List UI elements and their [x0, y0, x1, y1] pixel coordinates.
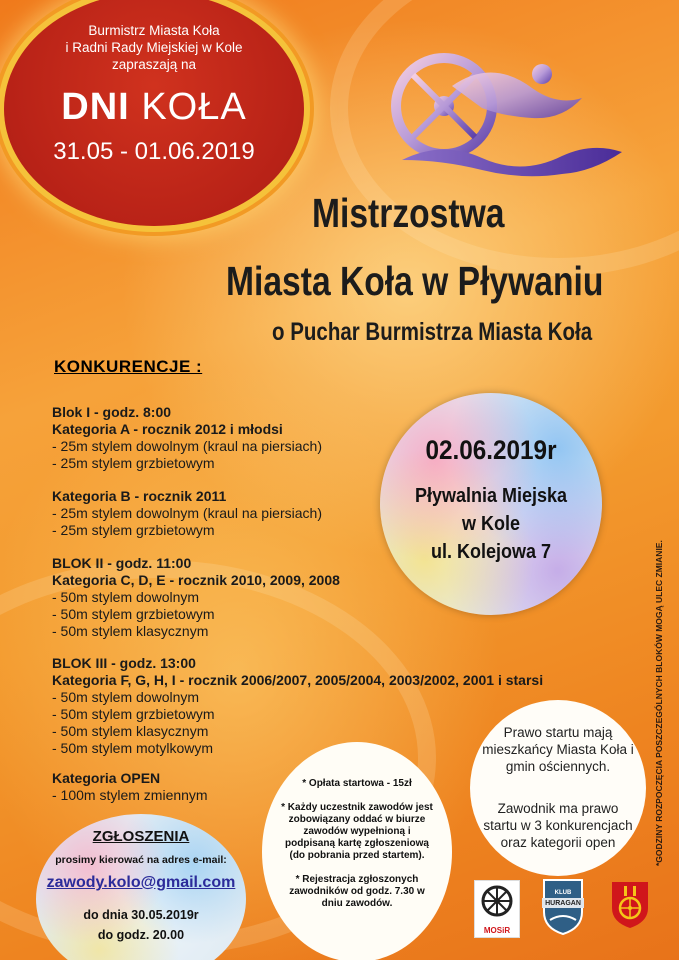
inviter-line: i Radni Rady Miejskiej w Kole [65, 40, 243, 55]
block-line: - 100m stylem zmiennym [52, 787, 208, 803]
block-line: Kategoria B - rocznik 2011 [52, 488, 227, 504]
registration-title: ZGŁOSZENIA [92, 828, 190, 845]
block-line: - 25m stylem dowolnym (kraul na piersiach) [52, 505, 322, 521]
mosir-label: MOSiR [483, 926, 511, 935]
mosir-wheel-icon [475, 881, 519, 921]
block-line: - 25m stylem grzbietowym [52, 522, 215, 538]
city-crest-icon [610, 880, 650, 930]
section-heading: KONKURENCJE : [54, 357, 203, 376]
venue-badge [380, 393, 602, 615]
registration-lead: prosimy kierować na adres e-mail: [55, 854, 227, 866]
venue-city: w Kole [461, 513, 520, 535]
block-line: - 25m stylem grzbietowym [52, 455, 215, 471]
event-name-rest: KOŁA [141, 86, 247, 128]
fee-text: * Opłata startowa - 15zł [302, 778, 412, 789]
title-subtitle: o Puchar Burmistrza Miasta Koła [272, 318, 593, 346]
entry-form-text: * Każdy uczestnik zawodów jest zobowiązany oddać w biurze zawodów wypełnioną i podpisaną kartę zgłoszeniową (do pobrania przed startem). [281, 802, 433, 861]
swimmer-wheel-logo [382, 48, 632, 188]
venue-name: Pływalnia Miejska [414, 485, 568, 507]
event-name [4, 86, 304, 129]
block-line: Kategoria F, G, H, I - rocznik 2006/2007, 2005/2004, 2003/2002, 2001 i starsi [52, 672, 544, 688]
schedule-disclaimer: *GODZINY ROZPOCZĘCIA POSZCZEGÓLNYCH BLOKÓW MOGĄ ULEC ZMIANIE. [654, 540, 664, 866]
registration-deadline-date: do dnia 30.05.2019r [83, 908, 199, 922]
title-line-1: Mistrzostwa [312, 190, 505, 236]
block-line: - 50m stylem dowolnym [52, 589, 200, 605]
venue-address: ul. Kolejowa 7 [430, 541, 552, 563]
eligibility-text: Prawo startu mają mieszkańcy Miasta Koła i gmin ościennych. [482, 725, 634, 774]
block-line: - 50m stylem dowolnym [52, 689, 200, 705]
mosir-logo [474, 880, 520, 938]
inviters-text [4, 22, 304, 73]
block-line: - 50m stylem grzbietowym [52, 706, 215, 722]
block-line: BLOK III - godz. 13:00 [52, 655, 196, 671]
block-line: - 50m stylem klasycznym [52, 723, 209, 739]
block-line: Kategoria OPEN [52, 770, 161, 786]
header-badge [4, 0, 304, 226]
venue-date: 02.06.2019r [425, 435, 557, 465]
block-line: - 50m stylem motylkowym [52, 740, 214, 756]
klub-name: HURAGAN [545, 900, 581, 907]
event-name-bold: DNI [61, 86, 130, 128]
fees-note [262, 742, 452, 960]
registration-badge [36, 814, 246, 960]
registration-deadline-time: do godz. 20.00 [97, 928, 185, 942]
block-line: Kategoria C, D, E - rocznik 2010, 2009, 2008 [52, 572, 340, 588]
block-line: Kategoria A - rocznik 2012 i młodsi [52, 421, 283, 437]
block-line: - 50m stylem klasycznym [52, 623, 209, 639]
block-line: Blok I - godz. 8:00 [52, 404, 172, 420]
registration-time-text: * Rejestracja zgłoszonych zawodników od godz. 7.30 w dniu zawodów. [289, 874, 425, 909]
event-dates: 31.05 - 01.06.2019 [53, 138, 255, 165]
klub-huragan-logo [540, 876, 586, 936]
block-line: - 50m stylem grzbietowym [52, 606, 215, 622]
entry-limit-text: Zawodnik ma prawo startu w 3 konkurencjach oraz kategorii open [483, 801, 633, 850]
klub-label: KLUB [554, 890, 572, 896]
title-line-2: Miasta Koła w Pływaniu [226, 258, 604, 304]
block-line: BLOK II - godz. 11:00 [52, 555, 192, 571]
inviter-line: zapraszają na [111, 57, 197, 72]
block-line: - 25m stylem dowolnym (kraul na piersiach) [52, 438, 322, 454]
eligibility-note [470, 700, 646, 876]
inviter-line: Burmistrz Miasta Koła [88, 23, 220, 38]
registration-email-link[interactable]: zawody.kolo@gmail.com [46, 874, 236, 891]
